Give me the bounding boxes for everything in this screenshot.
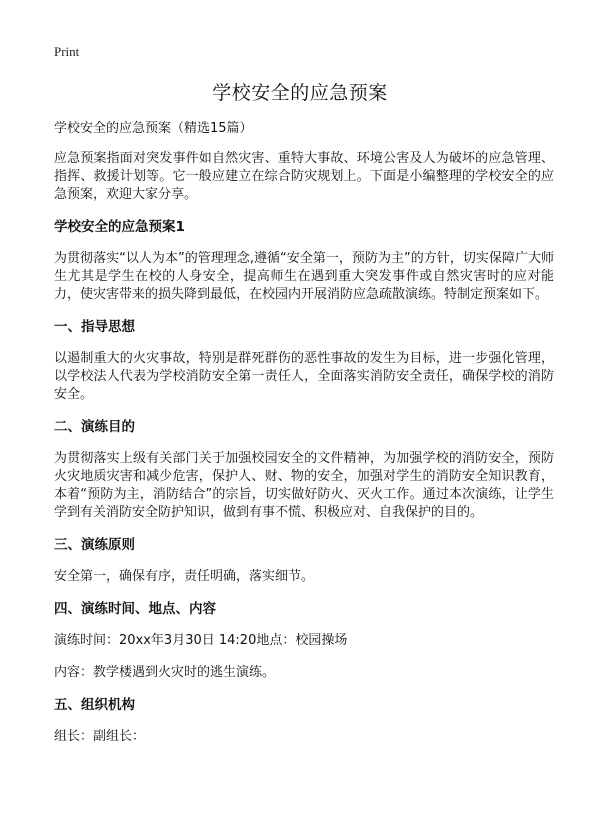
purpose-heading: 二、演练目的: [54, 419, 135, 435]
org-heading: 五、组织机构: [54, 697, 135, 713]
document-subtitle: 学校安全的应急预案（精选15篇）: [54, 121, 253, 136]
purpose-paragraph: 为贯彻落实上级有关部门关于加强校园安全的文件精神，为加强学校的消防安全，预防火灾地质灾害和减少危害，保护人、财、物的安全，加强对学生的消防安全知识教育，本着“预防为主，消防结合”的宗旨，切实做好防火、灭火工作。通过本次演练，让学生学到有关消防安全防护知识，做到有事不慌、积极应对、自我保护的目的。: [54, 451, 554, 520]
guiding-paragraph: 以遏制重大的火灾事故，特别是群死群伤的恶性事故的发生为目标，进一步强化管理，以学校法人代表为学校消防安全第一责任人，全面落实消防安全责任，确保学校的消防安全。: [54, 351, 554, 402]
org-paragraph: 组长：副组长：: [54, 729, 146, 744]
principle-paragraph: 安全第一，确保有序，责任明确，落实细节。: [54, 569, 315, 584]
page-title: 学校安全的应急预案: [212, 82, 388, 104]
section-heading: 学校安全的应急预案1: [54, 219, 185, 235]
document-body: [54, 120, 554, 760]
section-paragraph: 为贯彻落实“以人为本”的管理理念,遵循“安全第一，预防为主”的方针，切实保障广大师生尤其是学生在校的人身安全，提高师生在遇到重大突发事件或自然灾害时的应对能力，使灾害带来的损失降到最低，在校园内开展消防应急疏散演练。特制定预案如下。: [54, 251, 554, 302]
principle-heading: 三、演练原则: [54, 537, 135, 553]
print-link[interactable]: Print: [54, 44, 80, 59]
content-paragraph: 内容：教学楼遇到火灾时的逃生演练。: [54, 665, 276, 680]
time-heading: 四、演练时间、地点、内容: [54, 601, 216, 617]
intro-paragraph: 应急预案指面对突发事件如自然灾害、重特大事故、环境公害及人为破坏的应急管理、指挥、救援计划等。它一般应建立在综合防灾规划上。下面是小编整理的学校安全的应急预案，欢迎大家分享。: [54, 151, 554, 202]
time-paragraph: 演练时间：20xx年3月30日 14:20地点：校园操场: [54, 633, 348, 648]
guiding-heading: 一、指导思想: [54, 319, 135, 335]
